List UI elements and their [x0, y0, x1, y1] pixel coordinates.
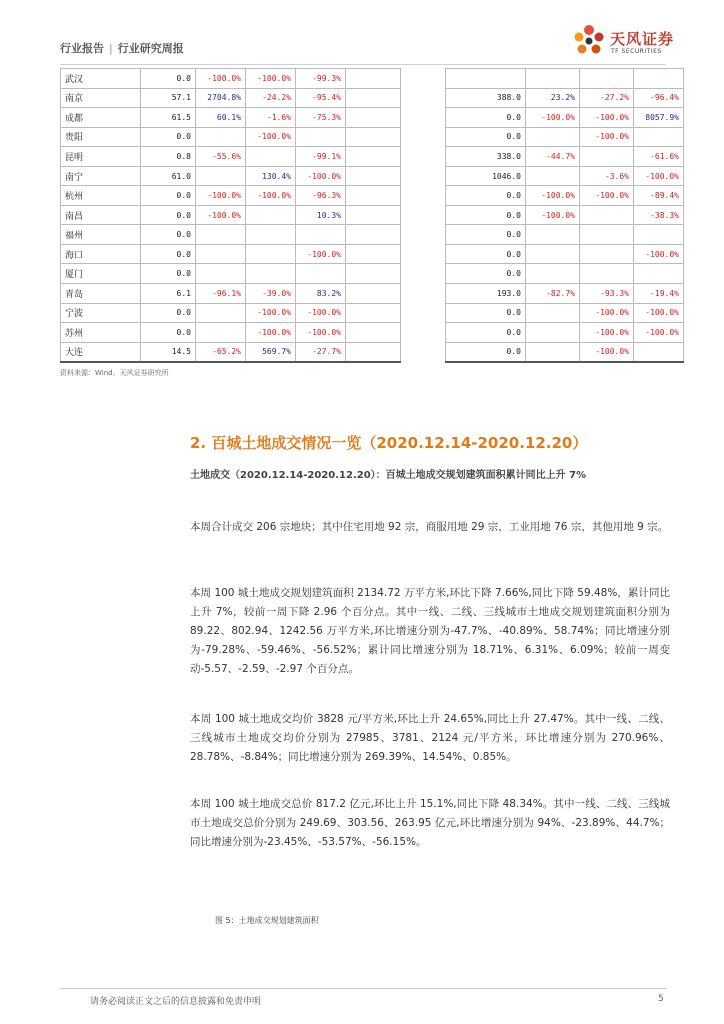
value-cell-l3: -100.0% [246, 69, 296, 89]
value-cell-r4: -19.4% [634, 284, 684, 304]
value-cell-l2: 60.1% [196, 108, 246, 128]
value-cell-r2 [526, 342, 580, 362]
value-cell-r2 [526, 69, 580, 89]
value-cell-l4 [296, 264, 346, 284]
city-name-cell: 南宁 [61, 166, 141, 186]
table-row [446, 127, 684, 147]
value-cell-l2 [196, 323, 246, 343]
value-cell-r1: 0.0 [446, 186, 526, 206]
table-row [61, 69, 401, 89]
value-cell-r2: -100.0% [526, 205, 580, 225]
value-cell-r1: 0.0 [446, 244, 526, 264]
brand-name-en: TF SECURITIES [611, 48, 662, 55]
value-cell-r1: 0.0 [446, 323, 526, 343]
city-name-cell: 宁波 [61, 303, 141, 323]
value-cell-r4: -100.0% [634, 244, 684, 264]
value-cell-l3: 569.7% [246, 342, 296, 362]
value-cell-l1: 61.5 [141, 108, 196, 128]
section-title: 2. 百城土地成交情况一览（2020.12.14-2020.12.20） [190, 434, 588, 452]
table-row [446, 323, 684, 343]
value-cell-r3: -27.2% [580, 88, 634, 108]
value-cell-r4: -96.4% [634, 88, 684, 108]
city-name-cell: 杭州 [61, 186, 141, 206]
value-cell-l3: -100.0% [246, 186, 296, 206]
value-cell-r4 [634, 225, 684, 245]
value-cell-r3 [580, 147, 634, 167]
table-row [446, 147, 684, 167]
value-cell-r4: -100.0% [634, 166, 684, 186]
value-cell-l4 [296, 127, 346, 147]
value-cell-l2 [196, 303, 246, 323]
empty-cell [346, 147, 401, 167]
value-cell-r1: 0.0 [446, 127, 526, 147]
value-cell-l2 [196, 166, 246, 186]
value-cell-l1: 0.0 [141, 264, 196, 284]
value-cell-l4: -27.7% [296, 342, 346, 362]
value-cell-l3 [246, 264, 296, 284]
value-cell-r1 [446, 69, 526, 89]
value-cell-r3 [580, 69, 634, 89]
value-cell-r2 [526, 264, 580, 284]
value-cell-r4 [634, 69, 684, 89]
value-cell-l4: 10.3% [296, 205, 346, 225]
value-cell-l2: -96.1% [196, 284, 246, 304]
value-cell-r1: 0.0 [446, 205, 526, 225]
value-cell-r3: -100.0% [580, 323, 634, 343]
value-cell-l4: 83.2% [296, 284, 346, 304]
value-cell-l3: -39.0% [246, 284, 296, 304]
value-cell-r1: 388.0 [446, 88, 526, 108]
value-cell-r4: -38.3% [634, 205, 684, 225]
section-subtitle: 土地成交（2020.12.14-2020.12.20）：百城土地成交规划建筑面积累计同比上升 7% [190, 470, 587, 481]
table-row [61, 284, 401, 304]
city-name-cell: 昆明 [61, 147, 141, 167]
city-land-table-left [60, 68, 401, 363]
city-name-cell: 南昌 [61, 205, 141, 225]
value-cell-l1: 14.5 [141, 342, 196, 362]
value-cell-l1: 0.0 [141, 323, 196, 343]
table-row [61, 88, 401, 108]
value-cell-l4: -100.0% [296, 323, 346, 343]
value-cell-r1: 0.0 [446, 264, 526, 284]
value-cell-l4: -96.3% [296, 186, 346, 206]
empty-cell [346, 303, 401, 323]
report-series-label: 行业研究周报 [117, 42, 184, 55]
city-name-cell: 成都 [61, 108, 141, 128]
value-cell-r2 [526, 225, 580, 245]
value-cell-r1: 0.0 [446, 225, 526, 245]
value-cell-l2 [196, 264, 246, 284]
table-row [446, 88, 684, 108]
value-cell-r2: -100.0% [526, 186, 580, 206]
value-cell-r1: 0.0 [446, 108, 526, 128]
value-cell-r1: 193.0 [446, 284, 526, 304]
table-row [446, 225, 684, 245]
brand-flower-icon [570, 22, 608, 60]
value-cell-r4: -100.0% [634, 323, 684, 343]
city-name-cell: 海口 [61, 244, 141, 264]
value-cell-l2: -65.2% [196, 342, 246, 362]
value-cell-l1: 0.0 [141, 303, 196, 323]
empty-cell [346, 69, 401, 89]
value-cell-r2 [526, 323, 580, 343]
city-name-cell: 武汉 [61, 69, 141, 89]
brand-name-cn: 天风证券 [610, 30, 675, 48]
value-cell-r3: -100.0% [580, 342, 634, 362]
city-name-cell: 青岛 [61, 284, 141, 304]
value-cell-l3: -100.0% [246, 323, 296, 343]
empty-cell [346, 264, 401, 284]
value-cell-r3: -100.0% [580, 108, 634, 128]
table-row [446, 166, 684, 186]
footer-disclaimer: 请务必阅读正文之后的信息披露和免责申明 [90, 997, 262, 1007]
value-cell-l4: -99.1% [296, 147, 346, 167]
value-cell-l3: -1.6% [246, 108, 296, 128]
value-cell-r4: 8057.9% [634, 108, 684, 128]
table-row [446, 303, 684, 323]
value-cell-l3 [246, 205, 296, 225]
table-row [446, 244, 684, 264]
value-cell-r3: -100.0% [580, 186, 634, 206]
table-row [61, 303, 401, 323]
table-row [61, 108, 401, 128]
value-cell-l1: 0.8 [141, 147, 196, 167]
report-type-label: 行业报告 [60, 42, 104, 55]
value-cell-l3 [246, 147, 296, 167]
table-row [61, 342, 401, 362]
value-cell-r1: 338.0 [446, 147, 526, 167]
value-cell-r4 [634, 127, 684, 147]
value-cell-l3: -24.2% [246, 88, 296, 108]
value-cell-l1: 6.1 [141, 284, 196, 304]
value-cell-r2: -44.7% [526, 147, 580, 167]
value-cell-r2 [526, 127, 580, 147]
value-cell-l3 [246, 244, 296, 264]
value-cell-r2 [526, 303, 580, 323]
value-cell-l1: 0.0 [141, 205, 196, 225]
value-cell-l1: 0.0 [141, 225, 196, 245]
table-row [446, 186, 684, 206]
table-row [61, 127, 401, 147]
value-cell-r3: -3.6% [580, 166, 634, 186]
value-cell-l3 [246, 225, 296, 245]
value-cell-l2: -100.0% [196, 186, 246, 206]
value-cell-r3 [580, 244, 634, 264]
value-cell-r4 [634, 342, 684, 362]
empty-cell [346, 205, 401, 225]
empty-cell [346, 166, 401, 186]
value-cell-r2 [526, 244, 580, 264]
table-row [61, 147, 401, 167]
header-divider [60, 64, 666, 65]
table-row [446, 69, 684, 89]
city-name-cell: 南京 [61, 88, 141, 108]
value-cell-l3: -100.0% [246, 127, 296, 147]
city-land-table-right [445, 68, 684, 363]
value-cell-l2 [196, 225, 246, 245]
page-number: 5 [658, 994, 664, 1004]
city-name-cell: 苏州 [61, 323, 141, 343]
value-cell-l1: 57.1 [141, 88, 196, 108]
city-name-cell: 大连 [61, 342, 141, 362]
value-cell-r2: -82.7% [526, 284, 580, 304]
table-row [61, 205, 401, 225]
value-cell-l3: -100.0% [246, 303, 296, 323]
value-cell-r3: -100.0% [580, 303, 634, 323]
table-row [61, 264, 401, 284]
table-row [61, 186, 401, 206]
value-cell-l4: -99.3% [296, 69, 346, 89]
value-cell-r4: -61.6% [634, 147, 684, 167]
table-row [446, 264, 684, 284]
value-cell-r3: -100.0% [580, 127, 634, 147]
table-row [61, 244, 401, 264]
empty-cell [346, 244, 401, 264]
report-category [60, 40, 184, 56]
value-cell-l1: 61.0 [141, 166, 196, 186]
value-cell-l4 [296, 225, 346, 245]
empty-cell [346, 284, 401, 304]
empty-cell [346, 342, 401, 362]
table-row [446, 284, 684, 304]
table-row [446, 205, 684, 225]
value-cell-l3: 130.4% [246, 166, 296, 186]
table-row [61, 166, 401, 186]
value-cell-l1: 0.0 [141, 244, 196, 264]
value-cell-l1: 0.0 [141, 69, 196, 89]
value-cell-l2: -100.0% [196, 205, 246, 225]
value-cell-r3 [580, 225, 634, 245]
header-separator: | [109, 42, 113, 55]
city-name-cell: 贵阳 [61, 127, 141, 147]
city-name-cell: 厦门 [61, 264, 141, 284]
value-cell-l4: -100.0% [296, 166, 346, 186]
value-cell-r1: 0.0 [446, 342, 526, 362]
value-cell-l2: -55.6% [196, 147, 246, 167]
value-cell-l4: -100.0% [296, 244, 346, 264]
value-cell-r4: -100.0% [634, 303, 684, 323]
value-cell-r2: -100.0% [526, 108, 580, 128]
paragraph-average-price: 本周 100 城土地成交均价 3828 元/平方米,环比上升 24.65%,同比上升 27.47%。其中一线、二线、三线城市土地成交均价分别为 27985、3781、2124 元/平方米，环比增速分别为 270.96%、28.78%、-8.84%；同比增速分别为 269.39%、14.54%、0.85%。 [190, 713, 670, 763]
value-cell-l1: 0.0 [141, 186, 196, 206]
value-cell-r3: -93.3% [580, 284, 634, 304]
value-cell-l4: -75.3% [296, 108, 346, 128]
value-cell-l2: 2704.8% [196, 88, 246, 108]
empty-cell [346, 88, 401, 108]
table-row [446, 342, 684, 362]
table-row [446, 108, 684, 128]
value-cell-l2: -100.0% [196, 69, 246, 89]
value-cell-r3 [580, 205, 634, 225]
figure-caption: 图 5：土地成交规划建筑面积 [215, 916, 319, 925]
value-cell-r4 [634, 264, 684, 284]
value-cell-r4: -89.4% [634, 186, 684, 206]
empty-cell [346, 127, 401, 147]
empty-cell [346, 323, 401, 343]
value-cell-l4: -100.0% [296, 303, 346, 323]
footer-divider [60, 988, 666, 989]
value-cell-r3 [580, 264, 634, 284]
table-source-note: 资料来源：Wind、天风证券研究所 [60, 369, 169, 377]
value-cell-l2 [196, 127, 246, 147]
table-row [61, 225, 401, 245]
brand-logo [570, 22, 680, 62]
value-cell-r1: 0.0 [446, 303, 526, 323]
value-cell-r2: 23.2% [526, 88, 580, 108]
table-row [61, 323, 401, 343]
empty-cell [346, 186, 401, 206]
value-cell-r1: 1046.0 [446, 166, 526, 186]
paragraph-total-price: 本周 100 城土地成交总价 817.2 亿元,环比上升 15.1%,同比下降 48.34%。其中一线、二线、三线城市土地成交总价分别为 249.69、303.56、263.95 亿元,环比增速分别为 94%、-23.89%、44.7%；同比增速分别为-23.45%、-53.57%、-56.15%。 [190, 798, 670, 848]
value-cell-r2 [526, 166, 580, 186]
paragraph-floor-area: 本周 100 城土地成交规划建筑面积 2134.72 万平方米,环比下降 7.66%,同比下降 59.48%，累计同比上升 7%，较前一周下降 2.96 个百分点。其中一线、二线、三线城市土地成交规划建筑面积分别为 89.22、802.94、1242.56 万平方米,环比增速分别为-47.7%、-40.89%、58.74%；同比增速分别为-79.28%、-59.46%、-56.52%；累计同比增速分别为 18.71%、6.31%、6.09%；较前一周变动-5.57、-2.59、-2.97 个百分点。 [190, 587, 670, 675]
city-name-cell: 福州 [61, 225, 141, 245]
value-cell-l2 [196, 244, 246, 264]
value-cell-l1: 0.0 [141, 127, 196, 147]
paragraph-transactions: 本周合计成交 206 宗地块；其中住宅用地 92 宗，商服用地 29 宗，工业用地 76 宗，其他用地 9 宗。 [190, 521, 669, 533]
empty-cell [346, 225, 401, 245]
value-cell-l4: -95.4% [296, 88, 346, 108]
empty-cell [346, 108, 401, 128]
